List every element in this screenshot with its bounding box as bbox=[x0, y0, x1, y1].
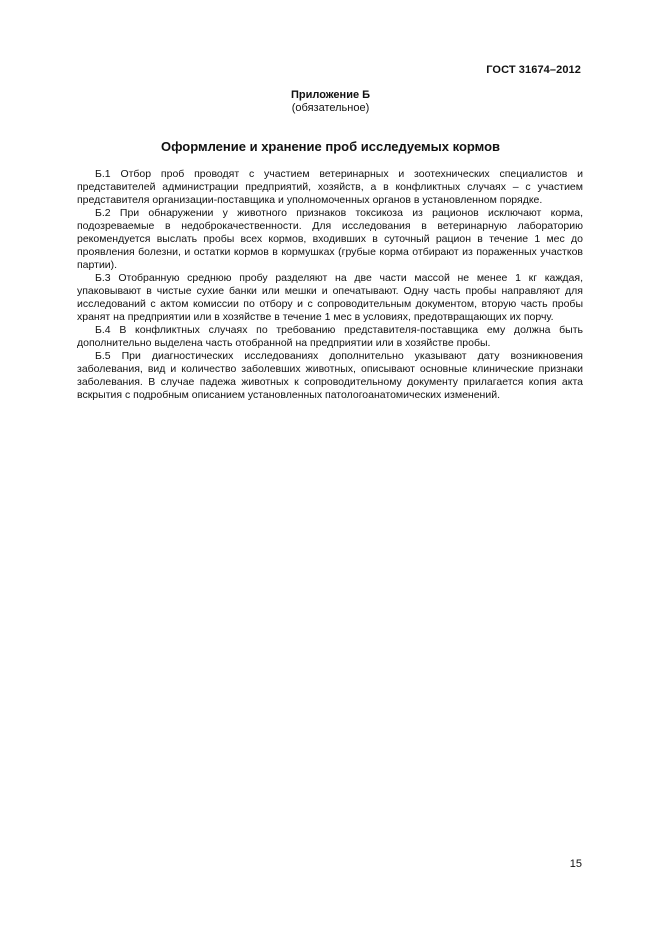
page-number: 15 bbox=[569, 858, 582, 870]
paragraph-b4 bbox=[77, 324, 583, 350]
paragraph-b5-text: Б.5 При диагностических исследованиях дополнительно указывают дату возникновения заболевания, вид и количество заболевших животных, описывают основные клинические признаки заболевания. В случае падежа животных к сопроводительному документу прилагается копия акта вскрытия с подробным описанием установленных патологоанатомических изменений. bbox=[77, 350, 583, 401]
appendix-status: (обязательное) bbox=[291, 102, 370, 114]
paragraph-b1 bbox=[77, 168, 583, 207]
body-text bbox=[77, 168, 583, 402]
paragraph-b2-text: Б.2 При обнаружении у животного признаков токсикоза из рационов исключают корма, подозреваемые в недоброкачественности. Для исследования в ветеринарную лабораторию рекомендуется выслать пробы всех кормов, входивших в суточный рацион в течение 1 мес до проявления болезни, и остатки кормов в кормушках (грубые корма отбирают из пораженных участков партии). bbox=[77, 207, 583, 271]
paragraph-b3 bbox=[77, 272, 583, 324]
section-heading: Оформление и хранение проб исследуемых кормов bbox=[160, 139, 501, 154]
paragraph-b3-text: Б.3 Отобранную среднюю пробу разделяют на две части массой не менее 1 кг каждая, упаковывают в чистые сухие банки или мешки и опечатывают. Одну часть пробы направляют для исследований с актом комиссии по отбору и с сопроводительным документом, вторую часть пробы хранят на предприятии или в хозяйстве в течение 1 мес в условиях, предотвращающих их порчу. bbox=[77, 272, 583, 323]
paragraph-b2 bbox=[77, 207, 583, 272]
paragraph-b4-text: Б.4 В конфликтных случаях по требованию представителя-поставщика ему должна быть дополнительно выделена часть отобранной на предприятии или в хозяйстве пробы. bbox=[77, 324, 583, 349]
paragraph-b1-text: Б.1 Отбор проб проводят с участием ветеринарных и зоотехнических специалистов и представителей администрации предприятий, хозяйств, а в конфликтных случаях – с участием представителя организации-поставщика и уполномоченных органов в установленном порядке. bbox=[77, 168, 583, 206]
appendix-title: Приложение Б bbox=[290, 89, 371, 101]
paragraph-b5 bbox=[77, 350, 583, 402]
document-code: ГОСТ 31674–2012 bbox=[486, 64, 581, 76]
